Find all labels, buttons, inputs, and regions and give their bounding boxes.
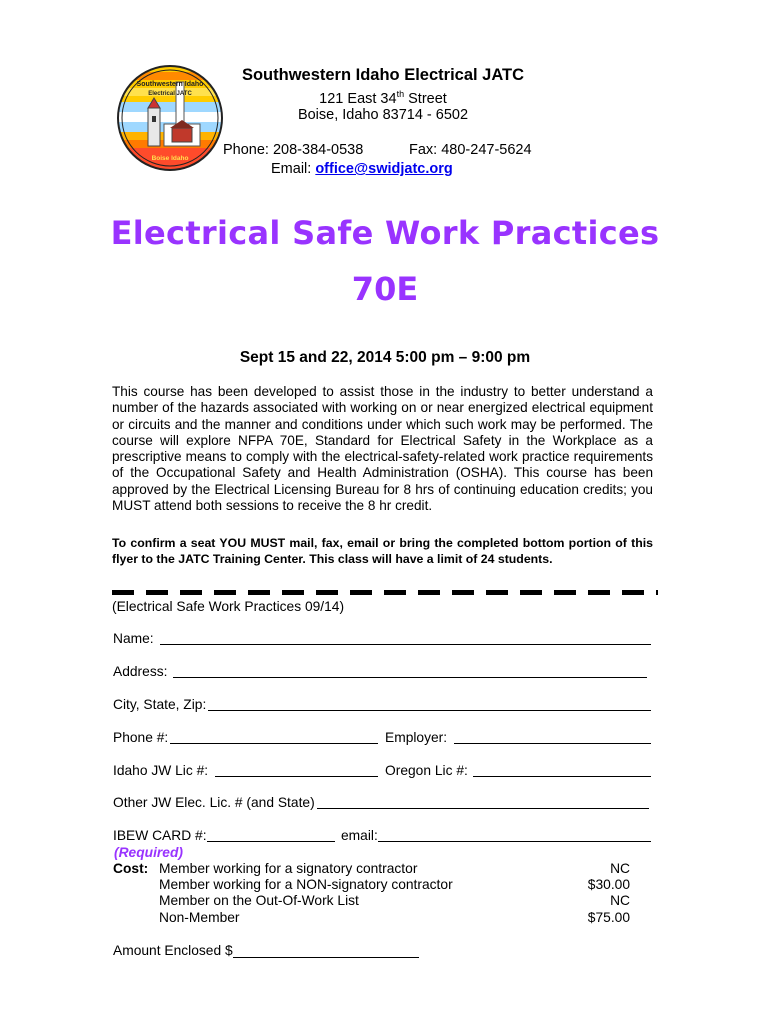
- logo-top-text: Southwestern Idaho: [136, 81, 204, 88]
- address-label: Address:: [113, 664, 168, 679]
- fax-number: Fax: 480-247-5624: [409, 142, 532, 158]
- phone-field[interactable]: [170, 743, 378, 744]
- idaho-lic-label: Idaho JW Lic #:: [113, 763, 209, 778]
- city-address: Boise, Idaho 83714 - 6502: [297, 107, 469, 123]
- name-field[interactable]: [160, 644, 651, 645]
- cost-item-desc: Member on the Out-Of-Work List: [159, 893, 359, 908]
- cost-item-amount: NC: [610, 861, 630, 876]
- oregon-lic-field[interactable]: [473, 776, 651, 777]
- form-header: (Electrical Safe Work Practices 09/14): [112, 599, 345, 614]
- form-email-field[interactable]: [378, 841, 651, 842]
- street-address-name: Street: [404, 90, 447, 107]
- cut-line-divider: [112, 590, 658, 595]
- employer-label: Employer:: [385, 730, 448, 745]
- jatc-logo: [114, 62, 226, 174]
- cost-item-amount: $75.00: [587, 910, 630, 925]
- logo-sub-text: Electrical JATC: [148, 91, 192, 97]
- email-line: [271, 161, 453, 177]
- cost-item-desc: Non-Member: [159, 910, 240, 925]
- required-note: (Required): [114, 845, 183, 860]
- street-address: [220, 89, 546, 107]
- organization-name: Southwestern Idaho Electrical JATC: [241, 66, 525, 84]
- other-lic-label: Other JW Elec. Lic. # (and State): [113, 795, 315, 810]
- oregon-lic-label: Oregon Lic #:: [385, 763, 468, 778]
- cost-item-desc: Member working for a signatory contractor: [159, 861, 418, 876]
- course-description: This course has been developed to assist those in the industry to better understand a number of the hazards associated with working on or near energized electrical equipment or circuits and the manner and conditions under which such work may be performed. The course will explore NFPA 70E, Standard for Electrical Safety in the Workplace as a prescriptive means to comply with the electrical-safety-related work practice requirements of the Occupational Safety and Health Administration (OSHA). This course has been approved by the Electrical Licensing Bureau for 8 hrs of continuing education credits; you MUST attend both sessions to receive the 8 hr credit.: [112, 384, 653, 514]
- employer-field[interactable]: [454, 743, 651, 744]
- email-label: Email:: [271, 161, 316, 177]
- cost-item-amount: NC: [610, 893, 630, 908]
- ibew-card-label: IBEW CARD #:: [113, 828, 207, 843]
- amount-enclosed-label: Amount Enclosed $: [113, 943, 233, 958]
- course-title: Electrical Safe Work Practices: [110, 214, 660, 252]
- session-dates: Sept 15 and 22, 2014 5:00 pm – 9:00 pm: [239, 349, 531, 366]
- idaho-lic-field[interactable]: [215, 776, 378, 777]
- ibew-card-field[interactable]: [207, 841, 335, 842]
- street-address-ordinal: th: [396, 89, 405, 99]
- name-label: Name:: [113, 631, 154, 646]
- confirmation-note: To confirm a seat YOU MUST mail, fax, email or bring the completed bottom portion of this flyer to the JATC Training Center. This class will have a limit of 24 students.: [112, 536, 653, 566]
- cost-item-desc: Member working for a NON-signatory contractor: [159, 877, 453, 892]
- phone-number: Phone: 208-384-0538: [223, 142, 364, 158]
- amount-enclosed-field[interactable]: [233, 957, 419, 958]
- city-state-zip-field[interactable]: [208, 710, 651, 711]
- address-field[interactable]: [173, 677, 647, 678]
- other-lic-field[interactable]: [317, 808, 649, 809]
- form-email-label: email:: [341, 828, 378, 843]
- city-state-zip-label: City, State, Zip:: [113, 697, 207, 712]
- email-link[interactable]: office@swidjatc.org: [315, 161, 453, 177]
- course-code: 70E: [351, 270, 419, 308]
- cost-item-amount: $30.00: [587, 877, 630, 892]
- cost-label: Cost:: [113, 861, 149, 876]
- street-address-number: 121 East 34: [319, 90, 397, 107]
- phone-label: Phone #:: [113, 730, 169, 745]
- logo-bottom-text: Boise Idaho: [151, 155, 189, 162]
